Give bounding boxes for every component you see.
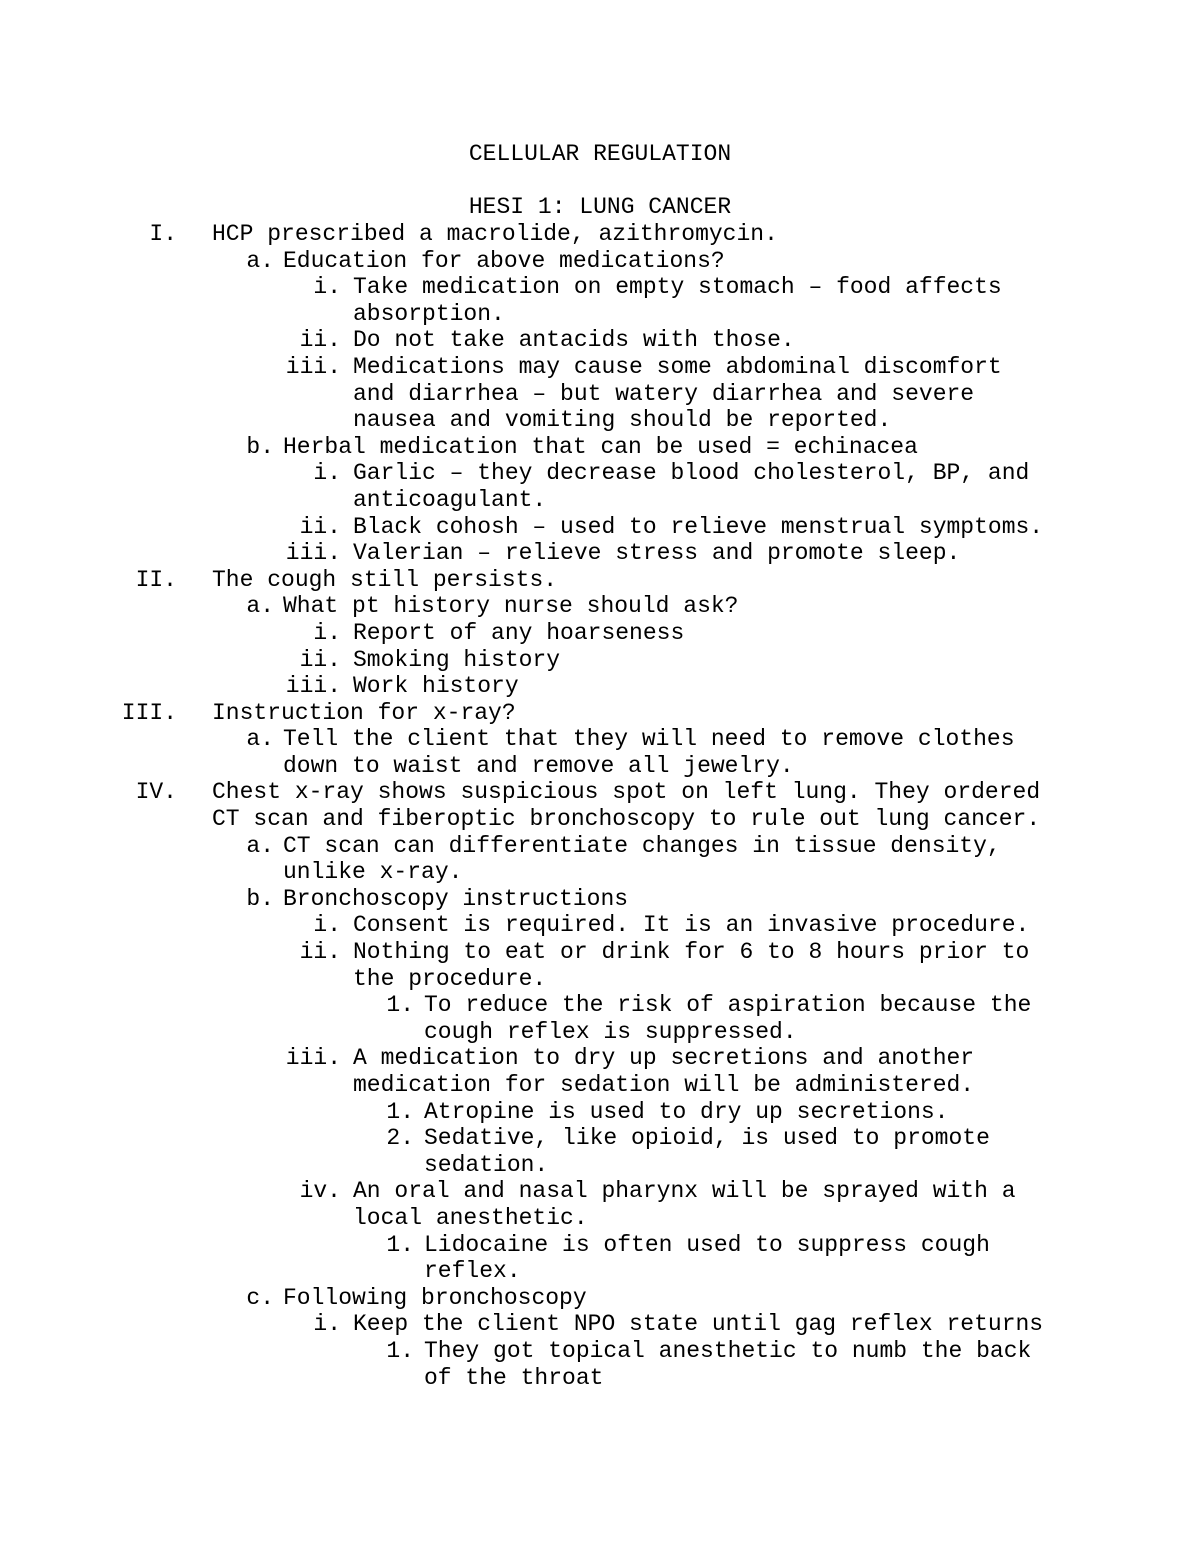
outline-text: Tell the client that they will need to remove clothes (283, 726, 1015, 753)
outline-line (0, 1099, 1200, 1126)
outline-text: of the throat (424, 1364, 604, 1391)
outline-text: absorption. (353, 300, 505, 327)
outline-line (0, 593, 1200, 620)
outline-line (0, 1019, 1200, 1046)
outline-text: Bronchoscopy instructions (283, 885, 629, 912)
outline-text: anticoagulant. (353, 486, 547, 513)
outline-line (0, 327, 1200, 354)
outline-text: unlike x-ray. (283, 859, 463, 886)
outline-marker: b. (246, 885, 274, 912)
outline-line (0, 460, 1200, 487)
outline-line (0, 833, 1200, 860)
outline-text: Garlic – they decrease blood cholesterol, BP, and (353, 460, 1030, 487)
outline-line (0, 700, 1200, 727)
outline-line (0, 354, 1200, 381)
outline-line (0, 726, 1200, 753)
outline-line (0, 1338, 1200, 1365)
outline-text: Report of any hoarseness (353, 619, 685, 646)
outline-text: Do not take antacids with those. (353, 327, 795, 354)
outline-text: HCP prescribed a macrolide, azithromycin. (212, 221, 778, 247)
outline-line (0, 381, 1200, 408)
outline-text: Smoking history (353, 646, 561, 673)
outline-text: CT scan can differentiate changes in tissue density, (283, 832, 1001, 859)
outline-line (0, 1285, 1200, 1312)
outline-marker: a. (246, 247, 274, 274)
outline-marker: a. (246, 832, 274, 859)
outline-text: reflex. (424, 1258, 521, 1285)
outline-marker: b. (246, 433, 274, 460)
outline-text: Consent is required. It is an invasive procedure. (353, 912, 1030, 939)
outline-marker: a. (246, 593, 274, 620)
outline-text: Black cohosh – used to relieve menstrual symptoms. (353, 513, 1044, 540)
outline-line (0, 939, 1200, 966)
outline-line (0, 753, 1200, 780)
outline-line (0, 1205, 1200, 1232)
outline-marker: ii. (299, 513, 341, 540)
outline-marker: c. (246, 1284, 274, 1311)
outline-marker: II. (135, 566, 177, 593)
outline-marker: i. (313, 1311, 341, 1338)
outline-line (0, 567, 1200, 594)
outline-line (0, 407, 1200, 434)
outline-marker: iii. (285, 540, 341, 567)
outline-text: Education for above medications? (283, 247, 725, 274)
outline-line (0, 1072, 1200, 1099)
outline-marker: ii. (299, 327, 341, 354)
outline-line (0, 1178, 1200, 1205)
outline-marker: IV. (135, 779, 177, 806)
outline-text: Work history (353, 673, 519, 700)
outline-line (0, 859, 1200, 886)
outline-line (0, 779, 1200, 806)
outline-marker: iv. (299, 1178, 341, 1205)
outline-marker: 1. (386, 992, 414, 1019)
outline-marker: a. (246, 726, 274, 753)
outline-text: A medication to dry up secretions and another (353, 1045, 975, 1072)
outline-text: Chest x-ray shows suspicious spot on left lung. They ordered (212, 779, 1041, 806)
outline-line (0, 248, 1200, 275)
outline-line (0, 647, 1200, 674)
outline-text: the procedure. (353, 965, 547, 992)
outline-text: To reduce the risk of aspiration because the (424, 992, 1032, 1019)
outline-marker: i. (313, 619, 341, 646)
outline-text: Medications may cause some abdominal discomfort (353, 353, 1002, 380)
outline-line (0, 301, 1200, 328)
outline-text: Lidocaine is often used to suppress cough (424, 1231, 990, 1258)
outline-text: The cough still persists. (212, 566, 558, 593)
outline-line (0, 1258, 1200, 1285)
outline-marker: 2. (386, 1125, 414, 1152)
outline-marker: i. (313, 912, 341, 939)
outline-text: Atropine is used to dry up secretions. (424, 1098, 949, 1125)
outline-text: They got topical anesthetic to numb the back (424, 1337, 1032, 1364)
outline-line (0, 487, 1200, 514)
outline-marker: 1. (386, 1231, 414, 1258)
outline-line (0, 1232, 1200, 1259)
outline-line (0, 514, 1200, 541)
outline-text: nausea and vomiting should be reported. (353, 407, 892, 434)
outline-line (0, 221, 1200, 248)
outline-text: Following bronchoscopy (283, 1284, 587, 1311)
outline-text: down to waist and remove all jewelry. (283, 752, 794, 779)
outline-list (0, 221, 1200, 1391)
outline-line (0, 806, 1200, 833)
outline-line (0, 274, 1200, 301)
outline-line (0, 1152, 1200, 1179)
outline-text: Nothing to eat or drink for 6 to 8 hours prior to (353, 939, 1030, 966)
outline-line (0, 1045, 1200, 1072)
outline-text: cough reflex is suppressed. (424, 1018, 797, 1045)
outline-text: Keep the client NPO state until gag reflex returns (353, 1311, 1044, 1338)
outline-text: Valerian – relieve stress and promote sleep. (353, 540, 961, 567)
outline-marker: ii. (299, 646, 341, 673)
outline-line (0, 434, 1200, 461)
outline-text: and diarrhea – but watery diarrhea and severe (353, 380, 975, 407)
outline-line (0, 1311, 1200, 1338)
outline-text: Sedative, like opioid, is used to promote (424, 1125, 990, 1152)
outline-line (0, 1125, 1200, 1152)
outline-marker: iii. (285, 673, 341, 700)
outline-line (0, 886, 1200, 913)
outline-marker: ii. (299, 939, 341, 966)
outline-line (0, 1365, 1200, 1392)
outline-marker: 1. (386, 1337, 414, 1364)
outline-text: medication for sedation will be administered. (353, 1072, 975, 1098)
outline-marker: III. (121, 699, 177, 726)
outline-text: Instruction for x-ray? (212, 699, 516, 726)
outline-marker: 1. (386, 1098, 414, 1125)
outline-marker: iii. (285, 1045, 341, 1072)
outline-text: local anesthetic. (353, 1204, 588, 1231)
document-title: CELLULAR REGULATION (468, 141, 732, 167)
outline-line (0, 966, 1200, 993)
outline-text: What pt history nurse should ask? (283, 593, 739, 620)
outline-text: Take medication on empty stomach – food affects (353, 274, 1002, 301)
outline-text: Herbal medication that can be used = echinacea (283, 433, 918, 460)
outline-line (0, 620, 1200, 647)
outline-marker: i. (313, 274, 341, 301)
document-subtitle: HESI 1: LUNG CANCER (468, 194, 732, 220)
outline-line (0, 540, 1200, 567)
outline-text: sedation. (424, 1151, 549, 1178)
outline-line (0, 992, 1200, 1019)
outline-text: An oral and nasal pharynx will be sprayed with a (353, 1178, 1016, 1205)
outline-line (0, 912, 1200, 939)
outline-marker: I. (149, 221, 177, 247)
outline-marker: i. (313, 460, 341, 487)
outline-marker: iii. (285, 353, 341, 380)
outline-text: CT scan and fiberoptic bronchoscopy to rule out lung cancer. (212, 806, 1041, 833)
outline-line (0, 673, 1200, 700)
